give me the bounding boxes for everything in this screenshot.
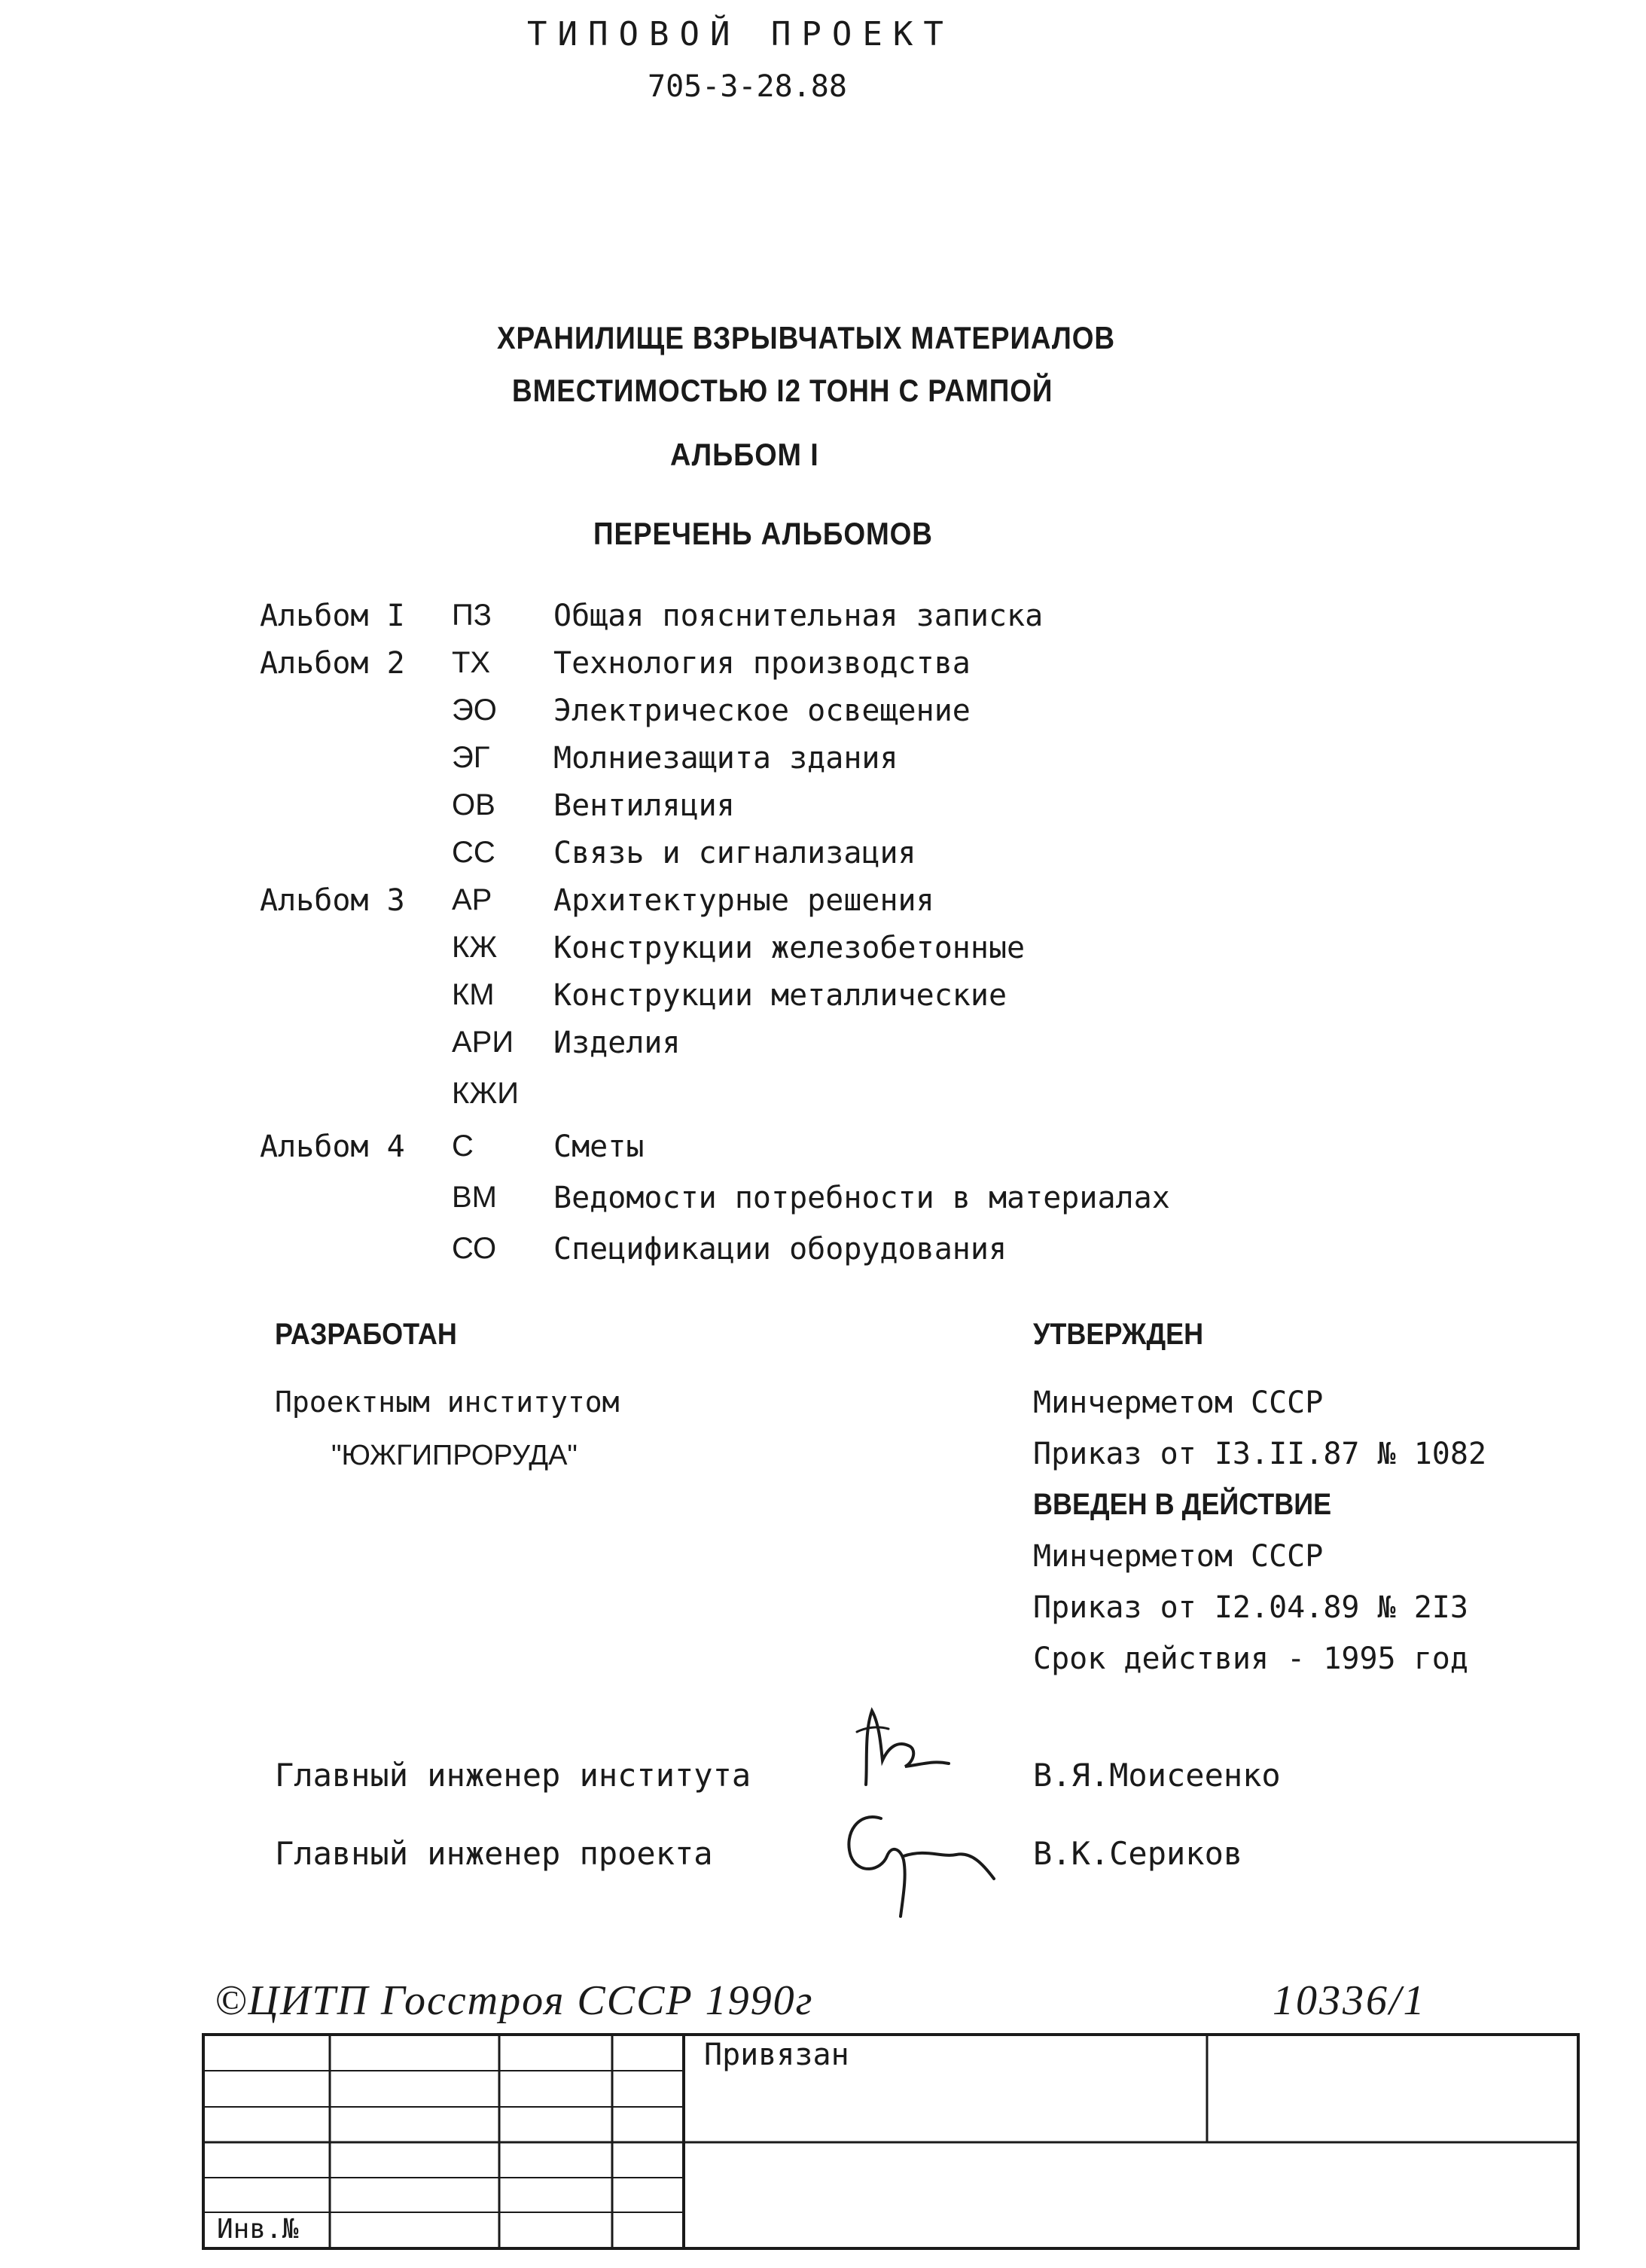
section-code: ПЗ: [452, 599, 492, 632]
album-number: Альбом 3: [260, 883, 405, 918]
title-block-grid: [202, 2033, 1580, 2250]
section-title: Связь и сигнализация: [553, 836, 916, 870]
signatory-role: Главный инженер института: [275, 1757, 751, 1794]
album-number: Альбом 2: [260, 646, 405, 681]
section-code: АРИ: [452, 1026, 514, 1059]
section-code: КЖ: [452, 931, 498, 964]
document-registration-number: 10336/1: [1273, 1977, 1427, 2024]
section-title: Архитектурные решения: [553, 883, 934, 918]
section-code: С: [452, 1129, 474, 1163]
bound-label: Привязан: [704, 2038, 849, 2072]
approved-by: Минчерметом СССР: [1033, 1385, 1324, 1420]
header-title: ТИПОВОЙ ПРОЕКТ: [527, 15, 954, 53]
album-number: Альбом I: [260, 599, 405, 633]
album-label: АЛЬБОМ I: [670, 437, 819, 472]
approved-label: УТВЕРЖДЕН: [1033, 1318, 1204, 1351]
section-code: ТХ: [452, 646, 491, 679]
document-title-line2: ВМЕСТИМОСТЬЮ I2 ТОНН С РАМПОЙ: [512, 373, 1053, 408]
signatory-role: Главный инженер проекта: [275, 1835, 713, 1872]
section-title: Общая пояснительная записка: [553, 599, 1044, 633]
section-title: Молниезащита здания: [553, 741, 898, 776]
section-code: ЭО: [452, 694, 497, 727]
album-list-heading: ПЕРЕЧЕНЬ АЛЬБОМОВ: [593, 516, 933, 551]
signatory-name: В.К.Сериков: [1033, 1835, 1243, 1872]
section-title: Конструкции железобетонные: [553, 931, 1026, 965]
document-title-line1: ХРАНИЛИЩЕ ВЗРЫВЧАТЫХ МАТЕРИАЛОВ: [497, 320, 1115, 355]
section-code: АР: [452, 883, 492, 916]
handwritten-signature-icon: [828, 1803, 1001, 1931]
section-title: Конструкции металлические: [553, 978, 1007, 1013]
section-title: Спецификации оборудования: [553, 1232, 1007, 1267]
section-title: Ведомости потребности в материалах: [553, 1181, 1170, 1215]
section-title: Вентиляция: [553, 788, 735, 823]
validity-period: Срок действия - 1995 год: [1033, 1642, 1468, 1676]
enacted-by: Минчерметом СССР: [1033, 1539, 1324, 1574]
section-code: КМ: [452, 978, 495, 1011]
section-code: ВМ: [452, 1181, 497, 1214]
section-code: СО: [452, 1232, 497, 1265]
developed-by-institute: "ЮЖГИПРОРУДА": [331, 1440, 578, 1471]
project-number: 705-3-28.88: [648, 69, 847, 104]
approval-order: Приказ от I3.II.87 № 1082: [1033, 1437, 1487, 1471]
section-code: ОВ: [452, 788, 495, 822]
section-title: Технология производства: [553, 646, 971, 681]
handwritten-signature-icon: [836, 1702, 964, 1792]
section-code: КЖИ: [452, 1077, 519, 1110]
enactment-order: Приказ от I2.04.89 № 2I3: [1033, 1590, 1468, 1625]
inventory-number-label: Инв.№: [217, 2214, 299, 2245]
copyright-stamp: ©ЦИТП Госстроя СССР 1990г: [215, 1977, 814, 2024]
enacted-label: ВВЕДЕН В ДЕЙСТВИЕ: [1033, 1488, 1332, 1521]
section-code: СС: [452, 836, 495, 869]
section-title: Электрическое освещение: [553, 694, 971, 728]
album-number: Альбом 4: [260, 1129, 405, 1164]
developed-label: РАЗРАБОТАН: [275, 1318, 457, 1351]
signatory-name: В.Я.Моисеенко: [1033, 1757, 1281, 1794]
section-title: Изделия: [553, 1026, 681, 1060]
developed-by-line1: Проектным институтом: [275, 1385, 620, 1419]
section-title: Сметы: [553, 1129, 645, 1164]
section-code: ЭГ: [452, 741, 490, 774]
